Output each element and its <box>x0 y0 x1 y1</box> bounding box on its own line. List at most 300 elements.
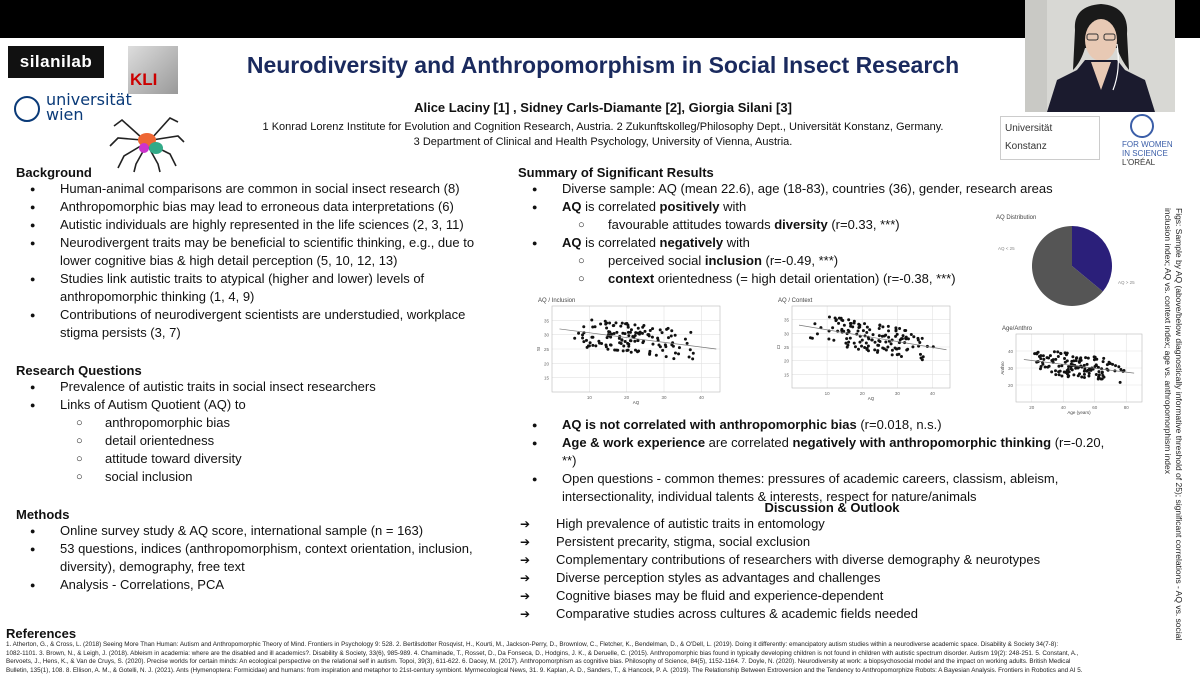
tick-label: 80 <box>1123 405 1129 410</box>
data-point <box>1071 355 1074 358</box>
data-point <box>900 355 903 358</box>
data-point <box>870 339 873 342</box>
data-point <box>672 357 675 360</box>
data-point <box>858 324 861 327</box>
chart-title: AQ / Inclusion <box>538 298 576 304</box>
data-point <box>604 323 607 326</box>
data-point <box>637 332 640 335</box>
results-section: Summary of Significant Results ● Diverse sample: AQ (mean 22.6), age (18-83), countries (36), gender, research areas ● AQ is correlated positively with ○ favourable attitudes towards diversity (r=0.33, ***) ● AQ is correlated negatively with ○ perceived social inclusion (r=-0.49, ***) ○ context orientedness (= high detail orientation) (r=-0.38, ***) <box>518 165 1118 288</box>
data-point <box>844 342 847 345</box>
data-point <box>651 343 654 346</box>
tick-label: 15 <box>783 372 789 378</box>
sub-list-item: ○ perceived social inclusion (r=-0.49, ***) <box>518 252 1118 270</box>
data-point <box>648 353 651 356</box>
tick-label: 40 <box>1007 349 1013 354</box>
data-point <box>874 341 877 344</box>
data-point <box>688 356 691 359</box>
data-point <box>629 339 632 342</box>
list-item: ● Online survey study & AQ score, international sample (n = 163) <box>16 522 506 540</box>
seal-icon <box>14 96 40 122</box>
data-point <box>809 336 812 339</box>
data-point <box>590 336 593 339</box>
tick-label: 40 <box>1060 405 1066 410</box>
data-point <box>1101 371 1104 374</box>
data-point <box>1053 350 1056 353</box>
sub-list-item: ○ attitude toward diversity <box>16 450 506 468</box>
tick-label: 20 <box>1007 383 1013 388</box>
tick-label: 20 <box>624 395 630 400</box>
aq-context-scatter-plot <box>776 296 956 402</box>
tick-label: 30 <box>543 332 549 338</box>
data-point <box>857 330 860 333</box>
data-point <box>1102 360 1105 363</box>
data-point <box>624 340 627 343</box>
data-point <box>630 351 633 354</box>
tick-label: 30 <box>661 395 667 400</box>
data-point <box>890 342 893 345</box>
data-point <box>641 326 644 329</box>
data-point <box>677 352 680 355</box>
data-point <box>1097 378 1100 381</box>
data-point <box>1059 352 1062 355</box>
data-point <box>582 325 585 328</box>
list-item: ● AQ is correlated negatively with <box>518 234 1118 252</box>
sub-list-item: ○ favourable attitudes towards diversity (r=0.33, ***) <box>518 216 1118 234</box>
tick-label: 20 <box>859 391 865 396</box>
data-point <box>585 339 588 342</box>
data-point <box>832 339 835 342</box>
data-point <box>1057 365 1060 368</box>
list-item: ● Human-animal comparisons are common in social insect research (8) <box>16 180 506 198</box>
x-axis-label: AQ <box>867 396 875 401</box>
list-item: ● Neurodivergent traits may be beneficial to scientific thinking, e.g., due to lower cognitive bias & high detail perception (5, 10, 12, 13) <box>16 234 506 270</box>
data-point <box>614 321 617 324</box>
tick-label: 30 <box>783 331 789 337</box>
data-point <box>865 331 868 334</box>
data-point <box>847 341 850 344</box>
data-point <box>1067 374 1070 377</box>
data-point <box>661 331 664 334</box>
data-point <box>1083 364 1086 367</box>
data-point <box>813 322 816 325</box>
data-point <box>607 334 610 337</box>
data-point <box>921 337 924 340</box>
references-section: References 1. Atherton, G., & Cross, L. (2018) Seeing More Than Human: Autism and Anthropomorphic Theory of Mind. Frontiers in Psychology 9: 528. 2. Bertilsdotter Rosqvist, H., Kourti, M., Jackson-Perry, D., Brownlow, C., Fletcher, K., Bendelman, D., & O'Dell, L. (2019). Doing it differently: emancipatory autism studies within a neurodiverse academic space. Disability & Society 34(7-8): 1082-1101. 3. Brown, N., & Leigh, J. (2018). Ableism in academia: where are the disabled and ill academics?. Disability & Society, 33(6), 985-989. 4. Chaminade, T., Rosset, D., Da Fonseca, D., Hodgins, J. K., & Deruelle, C. (2015). Anthropomorphic bias found in typically developing children is not found in children with autistic spectrum disorder. Autism 19(2): 248-251. 5. Constant, A., Bervoets, J., Hens, K., & Van de Cruys, S. (2020). Precise worlds for certain minds: An ecological perspective on the relational self in autism. Topoi, 39(3), 611-622. 6. Dacey, M. (2017). Anthropomorphism as cognitive bias. Philosophy of Science, 84(5), 1152-1164. 7. Doyle, N. (2020). Neurodiversity at work: a biopsychosocial model and the impact on working adults. British Medical Bulletin, 135(1), 108. 8. Ellison, A. M., & Gotelli, N. J. (2021). Ants (Hymenoptera: Formicidae) and humans: from inspiration and metaphor to 21st-century symbiont. Myrmecological News, 31. 9. Kaplan, A. D., Sanders, T., & Hancock, P. A. (2019). The Relationship Between Extroversion and the Tendency to Anthropomorphize Robots: A Bayesian Analysis. Frontiers in Robotics and AI 5. <box>6 626 1083 674</box>
background-section: Background ● Human-animal comparisons are common in social insect research (8) ● Anthropomorphic bias may lead to erroneous data interpretations (6) ● Autistic individuals are highly represented in the life sciences (2, 3, 11) ● Neurodivergent traits may be beneficial to scientific thinking, e.g., due to lower cognitive bias & high detail perception (5, 10, 12, 13) ● Studies link autistic traits to atypical (higher and lower) levels of anthropomorphic thinking (1, 4, 9) ● Contributions of neurodivergent scientists are understudied, workplace stigma persists (3, 7) <box>16 165 506 342</box>
data-point <box>853 320 856 323</box>
data-point <box>630 328 633 331</box>
data-point <box>1035 352 1038 355</box>
list-item: ● 53 questions, indices (anthropomorphism, context orientation, inclusion, diversity), demography, free text <box>16 540 506 576</box>
data-point <box>865 348 868 351</box>
data-point <box>606 348 609 351</box>
data-point <box>633 323 636 326</box>
data-point <box>858 341 861 344</box>
data-point <box>1054 369 1057 372</box>
data-point <box>627 334 630 337</box>
data-point <box>911 345 914 348</box>
data-point <box>912 335 915 338</box>
data-point <box>1048 365 1051 368</box>
data-point <box>1060 364 1063 367</box>
data-point <box>1083 376 1086 379</box>
data-point <box>616 349 619 352</box>
list-item: ● Links of Autism Quotient (AQ) to <box>16 396 506 414</box>
data-point <box>847 318 850 321</box>
data-point <box>1066 370 1069 373</box>
data-point <box>643 330 646 333</box>
data-point <box>689 348 692 351</box>
data-point <box>853 342 856 345</box>
data-point <box>828 315 831 318</box>
tick-label: 10 <box>586 395 592 400</box>
data-point <box>1049 354 1052 357</box>
tick-label: 10 <box>824 391 830 396</box>
data-point <box>621 332 624 335</box>
data-point <box>573 337 576 340</box>
data-point <box>873 348 876 351</box>
data-point <box>1088 372 1091 375</box>
data-point <box>1094 356 1097 359</box>
data-point <box>622 349 625 352</box>
data-point <box>1087 357 1090 360</box>
data-point <box>1117 365 1120 368</box>
data-point <box>619 325 622 328</box>
tick-label: 25 <box>543 347 549 352</box>
data-point <box>613 332 616 335</box>
list-item: ● AQ is not correlated with anthropomorphic bias (r=0.018, n.s.) <box>518 416 1118 434</box>
data-point <box>691 357 694 360</box>
data-point <box>1119 381 1122 384</box>
tick-label: 15 <box>543 375 549 381</box>
data-point <box>577 332 580 335</box>
data-point <box>854 345 857 348</box>
data-point <box>1080 375 1083 378</box>
methods-section: Methods ● Online survey study & AQ score, international sample (n = 163) ● 53 questions, indices (anthropomorphism, context orientation, inclusion, diversity), demography, free text ● Analysis - Correlations, PCA <box>16 507 506 594</box>
tick-label: 30 <box>894 391 900 396</box>
data-point <box>672 345 675 348</box>
data-point <box>589 341 592 344</box>
konstanz-logo: Universität Konstanz <box>1000 116 1100 160</box>
data-point <box>881 325 884 328</box>
circle-icon <box>1130 114 1154 138</box>
data-point <box>607 330 610 333</box>
data-point <box>1079 358 1082 361</box>
data-point <box>862 329 865 332</box>
presenter-figure <box>1025 0 1175 112</box>
y-axis-label: Anthro <box>1000 361 1005 375</box>
tick-label: 20 <box>1029 405 1035 410</box>
data-point <box>894 326 897 329</box>
data-point <box>1044 366 1047 369</box>
sub-list-item: ○ detail orientedness <box>16 432 506 450</box>
sub-list-item: ○ anthropomorphic bias <box>16 414 506 432</box>
age-anthro-scatter-plot <box>1000 324 1146 416</box>
data-point <box>637 327 640 330</box>
data-point <box>898 327 901 330</box>
data-point <box>1106 363 1109 366</box>
x-axis-label: Age (years) <box>1067 410 1091 415</box>
data-point <box>1057 355 1060 358</box>
data-point <box>670 329 673 332</box>
list-item: ● Contributions of neurodivergent scientists are understudied, workplace stigma persists (3, 7) <box>16 306 506 342</box>
data-point <box>600 342 603 345</box>
data-point <box>1084 356 1087 359</box>
data-point <box>861 339 864 342</box>
data-point <box>902 334 905 337</box>
data-point <box>684 338 687 341</box>
data-point <box>651 336 654 339</box>
data-point <box>887 336 890 339</box>
data-point <box>863 346 866 349</box>
tick-label: 35 <box>543 318 549 324</box>
list-item: ● Autistic individuals are highly represented in the life sciences (2, 3, 11) <box>16 216 506 234</box>
data-point <box>845 337 848 340</box>
data-point <box>863 322 866 325</box>
data-point <box>642 340 645 343</box>
data-point <box>919 353 922 356</box>
data-point <box>627 343 630 346</box>
data-point <box>921 358 924 361</box>
data-point <box>674 351 677 354</box>
data-point <box>659 328 662 331</box>
data-point <box>1102 376 1105 379</box>
data-point <box>878 324 881 327</box>
chart-title: AQ / Context <box>778 298 813 304</box>
data-point <box>894 347 897 350</box>
data-point <box>692 352 695 355</box>
data-point <box>884 340 887 343</box>
data-point <box>591 325 594 328</box>
list-item: ● AQ is correlated positively with <box>518 198 1118 216</box>
kli-logo: KLI <box>128 46 178 94</box>
data-point <box>1078 361 1081 364</box>
poster-title: Neurodiversity and Anthropomorphism in Social Insect Research <box>246 52 960 78</box>
list-item: ● Studies link autistic traits to atypical (higher and lower) levels of anthropomorphic thinking (1, 4, 9) <box>16 270 506 306</box>
data-point <box>816 332 819 335</box>
tick-label: 40 <box>698 395 704 400</box>
data-point <box>686 342 689 345</box>
list-item: ➔ Complementary contributions of researchers with diverse demography & neurotypes <box>518 551 1146 569</box>
list-item: ➔ High prevalence of autistic traits in entomology <box>518 515 1146 533</box>
list-item: ● Anthropomorphic bias may lead to erroneous data interpretations (6) <box>16 198 506 216</box>
list-item: ● Diverse sample: AQ (mean 22.6), age (18-83), countries (36), gender, research areas <box>518 180 1118 198</box>
data-point <box>1039 354 1042 357</box>
data-point <box>891 353 894 356</box>
data-point <box>610 344 613 347</box>
data-point <box>1042 354 1045 357</box>
silanilab-logo: silanilab <box>8 46 104 78</box>
data-point <box>582 340 585 343</box>
data-point <box>597 340 600 343</box>
data-point <box>641 332 644 335</box>
data-point <box>885 349 888 352</box>
data-point <box>884 334 887 337</box>
data-point <box>678 346 681 349</box>
data-point <box>1097 370 1100 373</box>
data-point <box>659 345 662 348</box>
data-point <box>1079 365 1082 368</box>
tick-label: 20 <box>543 361 549 367</box>
legend-label: AQ > 25 <box>1118 280 1135 285</box>
data-point <box>1083 368 1086 371</box>
data-point <box>648 334 651 337</box>
data-point <box>1052 358 1055 361</box>
data-point <box>849 337 852 340</box>
data-point <box>903 329 906 332</box>
y-axis-label: CI <box>776 344 781 350</box>
data-point <box>1039 357 1042 360</box>
data-point <box>1102 357 1105 360</box>
data-point <box>1066 352 1069 355</box>
data-point <box>1067 365 1070 368</box>
data-point <box>588 344 591 347</box>
data-point <box>625 349 628 352</box>
data-point <box>837 322 840 325</box>
data-point <box>1072 359 1075 362</box>
list-item: ● Open questions - common themes: pressures of academic careers, classism, ableism, intersectionality, individual talents & interests, respect for nature/animals <box>518 470 1118 506</box>
data-point <box>896 333 899 336</box>
figure-caption: Figs: Sample by AQ (above/below diagnostically informative threshold of 25); significant correlations - AQ vs. social inclusion index; AQ vs. context index; age vs. anthropomorphism index <box>1163 208 1184 641</box>
legend-label: AQ < 25 <box>998 246 1015 251</box>
data-point <box>860 345 863 348</box>
data-point <box>1063 357 1066 360</box>
data-point <box>910 333 913 336</box>
list-item: ➔ Persistent precarity, stigma, social exclusion <box>518 533 1146 551</box>
data-point <box>615 331 618 334</box>
data-point <box>887 329 890 332</box>
research-questions-section: Research Questions ● Prevalence of autistic traits in social insect researchers ● Links of Autism Quotient (AQ) to ○ anthropomorphic bias ○ detail orientedness ○ attitude toward diversity ○ social inclusion <box>16 363 506 486</box>
data-point <box>1056 350 1059 353</box>
sub-list-item: ○ social inclusion <box>16 468 506 486</box>
data-point <box>599 323 602 326</box>
data-point <box>670 335 673 338</box>
data-point <box>1066 359 1069 362</box>
data-point <box>878 327 881 330</box>
data-point <box>1070 367 1073 370</box>
data-point <box>849 325 852 328</box>
data-point <box>581 337 584 340</box>
data-point <box>689 331 692 334</box>
data-point <box>1046 356 1049 359</box>
list-item: ➔ Cognitive biases may be fluid and experience-dependent <box>518 587 1146 605</box>
data-point <box>881 335 884 338</box>
data-point <box>887 325 890 328</box>
data-point <box>894 329 897 332</box>
data-point <box>1050 370 1053 373</box>
data-point <box>896 353 899 356</box>
results-section-continued <box>518 416 1118 506</box>
y-axis-label: SI <box>536 346 541 352</box>
data-point <box>922 355 925 358</box>
data-point <box>665 355 668 358</box>
data-point <box>1059 370 1062 373</box>
data-point <box>843 324 846 327</box>
tick-label: 30 <box>1007 366 1013 371</box>
data-point <box>631 335 634 338</box>
tick-label: 20 <box>783 358 789 364</box>
data-point <box>620 338 623 341</box>
data-point <box>1077 374 1080 377</box>
data-point <box>612 324 615 327</box>
data-point <box>831 326 834 329</box>
data-point <box>1087 369 1090 372</box>
data-point <box>661 349 664 352</box>
data-point <box>906 348 909 351</box>
data-point <box>621 322 624 325</box>
data-point <box>866 326 869 329</box>
data-point <box>891 349 894 352</box>
tick-label: 60 <box>1092 405 1098 410</box>
data-point <box>877 339 880 342</box>
data-point <box>636 339 639 342</box>
list-item: ➔ Diverse perception styles as advantages and challenges <box>518 569 1146 587</box>
data-point <box>886 346 889 349</box>
video-call-top-bar <box>0 0 1200 38</box>
data-point <box>627 331 630 334</box>
aq-inclusion-scatter-plot <box>536 296 726 406</box>
data-point <box>1086 363 1089 366</box>
list-item: ● Prevalence of autistic traits in social insect researchers <box>16 378 506 396</box>
data-point <box>827 338 830 341</box>
data-point <box>591 344 594 347</box>
tick-label: 25 <box>783 345 789 350</box>
data-point <box>664 345 667 348</box>
data-point <box>1060 374 1063 377</box>
list-item: ➔ Comparative studies across cultures & academic fields needed <box>518 605 1146 623</box>
data-point <box>835 318 838 321</box>
data-point <box>857 348 860 351</box>
data-point <box>847 329 850 332</box>
data-point <box>594 344 597 347</box>
data-point <box>917 338 920 341</box>
university-vienna-logo: universität wien <box>14 94 124 126</box>
data-point <box>1054 373 1057 376</box>
data-point <box>590 318 593 321</box>
data-point <box>876 351 879 354</box>
data-point <box>878 334 881 337</box>
data-point <box>1041 363 1044 366</box>
data-point <box>655 354 658 357</box>
data-point <box>674 334 677 337</box>
chart-title: Age/Anthro <box>1002 326 1033 332</box>
data-point <box>1114 364 1117 367</box>
sub-list-item: ○ context orientedness (= high detail orientation) (r=-0.38, ***) <box>518 270 1118 288</box>
data-point <box>608 321 611 324</box>
data-point <box>1083 373 1086 376</box>
data-point <box>626 324 629 327</box>
poster <box>0 38 1200 675</box>
data-point <box>1058 373 1061 376</box>
affiliations: 1 Konrad Lorenz Institute for Evolution and Cognition Research, Austria. 2 Zukunftskolleg/Philosophy Dept., Universität Konstanz, Germany. 3 Department of Clinical and Health Psychology, University of Vienna, Austria. <box>262 121 944 148</box>
data-point <box>605 327 608 330</box>
data-point <box>904 337 907 340</box>
data-point <box>618 337 621 340</box>
data-point <box>872 333 875 336</box>
aq-distribution-pie-chart <box>992 210 1152 310</box>
data-point <box>667 327 670 330</box>
data-point <box>605 345 608 348</box>
data-point <box>881 347 884 350</box>
data-point <box>850 322 853 325</box>
webcam-video <box>1025 0 1175 112</box>
data-point <box>918 341 921 344</box>
data-point <box>1042 358 1045 361</box>
data-point <box>865 342 868 345</box>
data-point <box>1095 373 1098 376</box>
data-point <box>1072 373 1075 376</box>
data-point <box>867 344 870 347</box>
